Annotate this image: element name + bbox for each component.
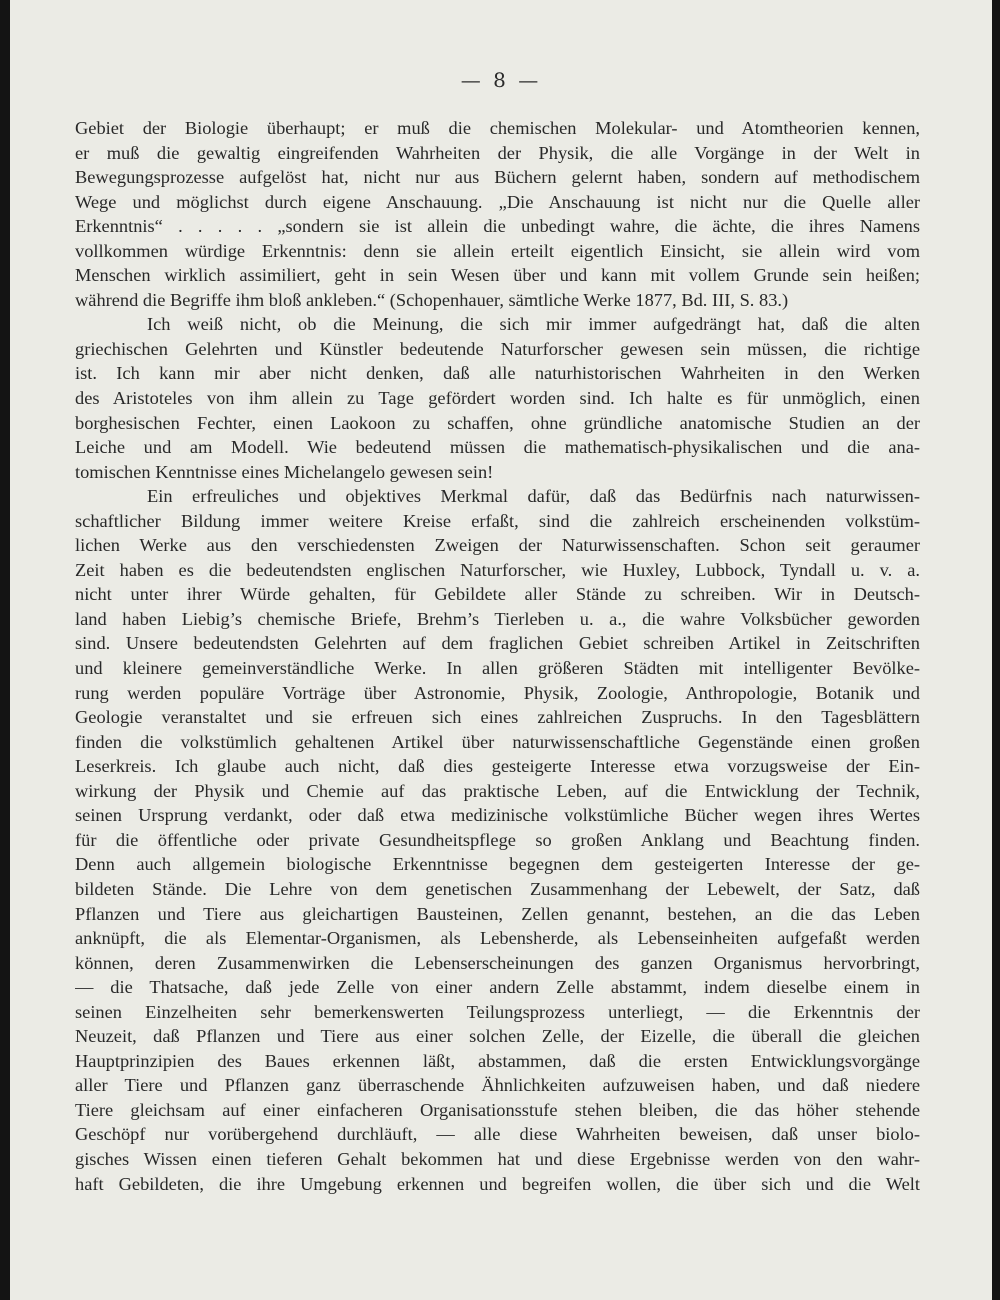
text-line: borghesischen Fechter, einen Laokoon zu schaffen, ohne gründliche anatomische Studien an der <box>75 412 920 433</box>
scanned-page <box>10 0 992 1300</box>
text-line: Ein erfreuliches und objektives Merkmal dafür, daß das Bedürfnis nach naturwissen- <box>147 486 920 507</box>
text-line: Leiche und am Modell. Wie bedeutend müssen die mathematisch-physikalischen und die ana- <box>75 437 920 458</box>
text-line: Tiere gleichsam auf einer einfacheren Organisationsstufe stehen bleiben, die das höher stehende <box>75 1099 920 1120</box>
text-line: griechischen Gelehrten und Künstler bedeutende Naturforscher gewesen sein müssen, die richtige <box>75 338 920 359</box>
text-line: finden die volkstümlich gehaltenen Artikel über naturwissenschaftliche Gegenstände einen großen <box>75 731 920 752</box>
text-line: land haben Liebig’s chemische Briefe, Brehm’s Tierleben u. a., die wahre Volksbücher geworden <box>75 608 920 629</box>
text-line: können, deren Zusammenwirken die Lebenserscheinungen des ganzen Organismus hervorbringt, <box>75 952 920 973</box>
text-line: wirkung der Physik und Chemie auf das praktische Leben, auf die Entwicklung der Technik, <box>75 780 920 801</box>
text-line: bildeten Stände. Die Lehre von dem genetischen Zusammenhang der Lebewelt, der Satz, daß <box>75 878 920 899</box>
text-line: rung werden populäre Vorträge über Astronomie, Physik, Zoologie, Anthropologie, Botanik und <box>75 682 920 703</box>
text-line: anknüpft, die als Elementar-Organismen, als Lebensherde, als Lebenseinheiten aufgefaßt werden <box>75 928 920 949</box>
text-line: sind. Unsere bedeutendsten Gelehrten auf dem fraglichen Gebiet schreiben Artikel in Zeitschriften <box>75 633 920 654</box>
body-text <box>75 116 920 1196</box>
text-line: tomischen Kenntnisse eines Michelangelo gewesen sein! <box>75 461 494 482</box>
text-line: seinen Ursprung verdankt, oder daß etwa medizinische volkstümliche Bücher wegen ihres Wertes <box>75 805 920 826</box>
text-line: Neuzeit, daß Pflanzen und Tiere aus einer solchen Zelle, der Eizelle, die überall die gleichen <box>75 1026 920 1047</box>
text-line: ist. Ich kann mir aber nicht denken, daß alle naturhistorischen Wahrheiten in den Werken <box>75 363 920 384</box>
text-line: während die Begriffe ihm bloß ankleben.“ (Schopenhauer, sämtliche Werke 1877, Bd. III, S. 83.) <box>75 289 789 310</box>
text-line: Gebiet der Biologie überhaupt; er muß die chemischen Molekular- und Atomtheorien kennen, <box>75 118 920 138</box>
text-line: für die öffentliche oder private Gesundheitspflege so großen Anklang und Beachtung finden. <box>75 829 920 850</box>
text-line: schaftlicher Bildung immer weitere Kreise erfaßt, sind die zahlreich erscheinenden volkstüm- <box>75 510 920 531</box>
text-line: haft Gebildeten, die ihre Umgebung erkennen und begreifen wollen, die über sich und die Welt <box>75 1173 920 1194</box>
text-line: seinen Einzelheiten sehr bemerkenswerten Teilungsprozess unterliegt, — die Erkenntnis der <box>75 1001 920 1022</box>
text-line: Geologie veranstaltet und sie erfreuen sich eines zahlreichen Zuspruchs. In den Tagesblättern <box>75 707 920 728</box>
text-line: Erkenntnis“ . . . . . „sondern sie ist allein die unbedingt wahre, die ächte, die ihres Namens <box>75 216 920 237</box>
page-number: — 8 — <box>460 68 542 92</box>
text-line: Zeit haben es die bedeutendsten englischen Naturforscher, wie Huxley, Lubbock, Tyndall u. v. a. <box>75 559 920 580</box>
text-line: Geschöpf nur vorübergehend durchläuft, — alle diese Wahrheiten beweisen, daß unser biolo- <box>75 1124 920 1145</box>
text-line: Leserkreis. Ich glaube auch nicht, daß dies gesteigerte Interesse etwa vorzugsweise der Ein- <box>75 756 920 777</box>
text-line: er muß die gewaltig eingreifenden Wahrheiten der Physik, die alle Vorgänge in der Welt in <box>75 142 920 163</box>
text-line: vollkommen würdige Erkenntnis: denn sie allein erteilt eigentlich Einsicht, sie allein wird vom <box>75 240 920 261</box>
text-line: und kleinere gemeinverständliche Werke. In allen größeren Städten mit intelligenter Bevölke- <box>75 658 920 679</box>
text-line: Menschen wirklich assimiliert, geht in sein Wesen über und kann mit vollem Grunde sein heißen; <box>75 265 920 286</box>
text-line: Wege und möglichst durch eigene Anschauung. „Die Anschauung ist nicht nur die Quelle aller <box>75 191 920 212</box>
text-line: des Aristoteles von ihm allein zu Tage gefördert worden sind. Ich halte es für unmöglich, einen <box>75 388 920 409</box>
text-line: Hauptprinzipien des Baues erkennen läßt, abstammen, daß die ersten Entwicklungsvorgänge <box>75 1050 920 1071</box>
text-line: Ich weiß nicht, ob die Meinung, die sich mir immer aufgedrängt hat, daß die alten <box>147 314 920 335</box>
text-line: Pflanzen und Tiere aus gleichartigen Bausteinen, Zellen genannt, bestehen, an die das Leben <box>75 903 920 924</box>
text-line: Denn auch allgemein biologische Erkenntnisse begegnen dem gesteigerten Interesse der ge- <box>75 854 920 875</box>
text-line: nicht unter ihrer Würde gehalten, für Gebildete aller Stände zu schreiben. Wir in Deutsch- <box>75 584 920 605</box>
text-line: — die Thatsache, daß jede Zelle von einer andern Zelle abstammt, indem dieselbe einem in <box>75 977 920 998</box>
text-line: gisches Wissen einen tieferen Gehalt bekommen hat und diese Ergebnisse werden von den wahr- <box>75 1148 920 1169</box>
text-line: aller Tiere und Pflanzen ganz überraschende Ähnlichkeiten aufzuweisen haben, und daß niedere <box>75 1075 920 1096</box>
text-line: Bewegungsprozesse aufgelöst hat, nicht nur aus Büchern gelernt haben, sondern auf methodischem <box>75 167 920 188</box>
text-line: lichen Werke aus den verschiedensten Zweigen der Naturwissenschaften. Schon seit geraumer <box>75 535 920 556</box>
